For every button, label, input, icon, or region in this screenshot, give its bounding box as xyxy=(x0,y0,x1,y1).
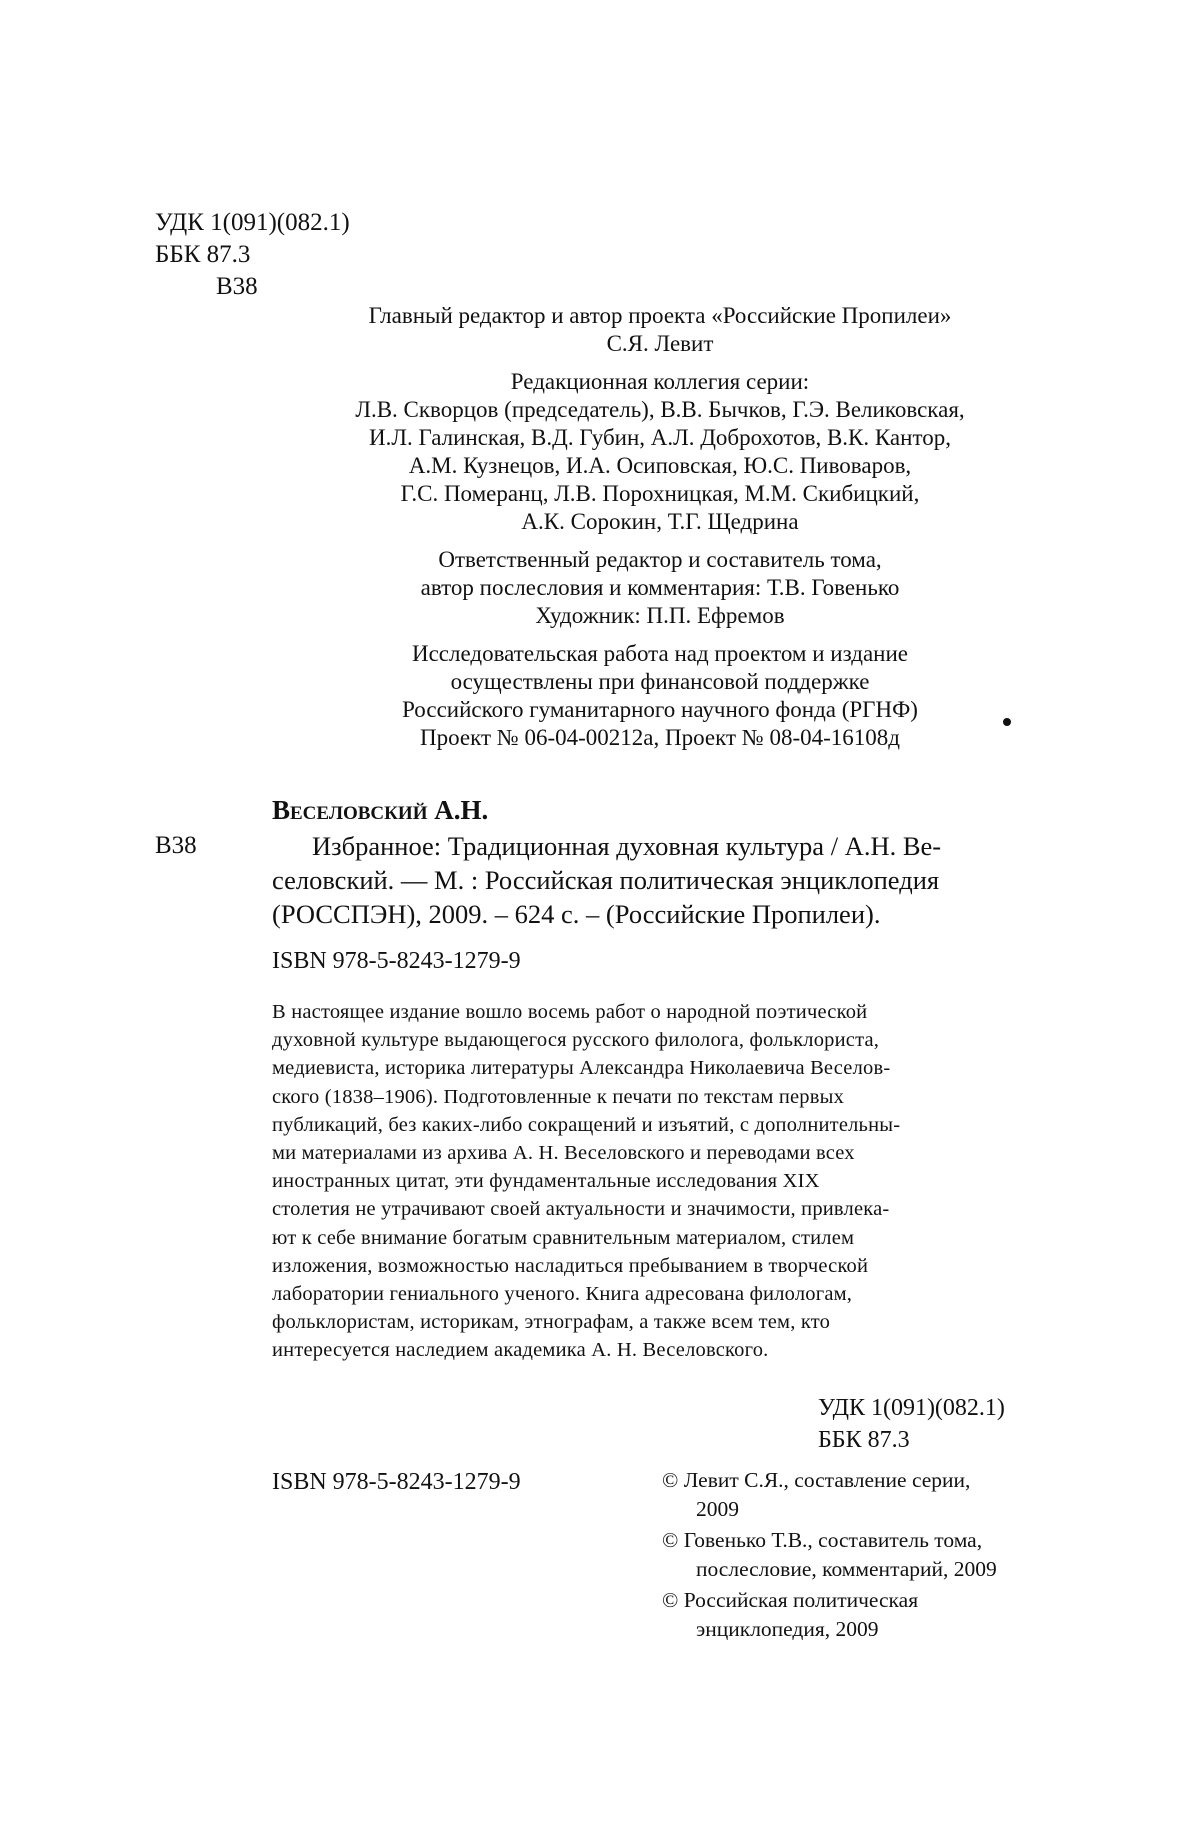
abstract-line: ского (1838–1906). Подготовленные к печати по текстам первых xyxy=(272,1085,845,1108)
biblio-line: (РОССПЭН), 2009. – 624 с. – (Российские Пропилеи). xyxy=(272,899,881,929)
bbk-code-bottom: ББК 87.3 xyxy=(818,1427,910,1453)
funding-line: Исследовательская работа над проектом и издание xyxy=(411,641,908,666)
abstract-line: В настоящее издание вошло восемь работ о народной поэтической xyxy=(272,1001,868,1023)
editor-line: Ответственный редактор и составитель тома, xyxy=(438,547,882,572)
artist-line: Художник: П.П. Ефремов xyxy=(535,603,785,628)
bbk-code: ББК 87.3 xyxy=(155,241,251,268)
biblio-line: Избранное: Традиционная духовная культура / А.Н. Ве- xyxy=(312,831,942,861)
chief-editor-label: Главный редактор и автор проекта «Российские Пропилеи» xyxy=(368,303,952,328)
udk-code: УДК 1(091)(082.1) xyxy=(155,209,350,236)
board-line: А.К. Сорокин, Т.Г. Щедрина xyxy=(521,509,799,534)
isbn-bottom: ISBN 978-5-8243-1279-9 xyxy=(272,1469,521,1495)
chief-editor-name: С.Я. Левит xyxy=(606,331,714,356)
copyright-line: 2009 xyxy=(696,1497,739,1521)
author-sign-code: В38 xyxy=(216,273,258,300)
editor-line: автор послесловия и комментария: Т.В. Говенько xyxy=(420,575,900,600)
abstract-line: медиевиста, историка литературы Александра Николаевича Веселов- xyxy=(272,1057,891,1080)
isbn-entry: ISBN 978-5-8243-1279-9 xyxy=(272,948,521,974)
abstract-line: фольклористам, историкам, этнографам, а также всем тем, кто xyxy=(272,1311,831,1334)
abstract-line: ют к себе внимание богатым сравнительным материалом, стилем xyxy=(272,1226,855,1249)
abstract-line: интересуется наследием академика А. Н. Веселовского. xyxy=(272,1339,769,1362)
abstract-paragraph xyxy=(272,998,1040,1365)
abstract-line: ми материалами из архива А. Н. Веселовского и переводами всех xyxy=(272,1142,855,1165)
credits-block xyxy=(280,302,1040,752)
board-line: Г.С. Померанц, Л.В. Порохницкая, М.М. Скибицкий, xyxy=(400,481,920,506)
copyright-item xyxy=(662,1586,1062,1644)
funding-line: Российского гуманитарного научного фонда (РГНФ) xyxy=(402,697,918,722)
board-line: А.М. Кузнецов, И.А. Осиповская, Ю.С. Пивоваров, xyxy=(408,453,912,478)
funding-line: осуществлены при финансовой поддержке xyxy=(450,669,870,694)
copyright-line: © Российская политическая xyxy=(662,1588,919,1612)
board-label: Редакционная коллегия серии: xyxy=(510,369,810,394)
abstract-line: духовной культуре выдающегося русского филолога, фольклориста, xyxy=(272,1029,880,1052)
bullet-mark xyxy=(1003,718,1011,726)
abstract-line: изложения, возможностью насладиться пребыванием в творческой xyxy=(272,1254,869,1277)
copyright-line: энциклопедия, 2009 xyxy=(696,1617,879,1641)
copyright-block xyxy=(662,1466,1062,1646)
board-line: И.Л. Галинская, В.Д. Губин, А.Л. Доброхотов, В.К. Кантор, xyxy=(369,425,951,450)
board-line: Л.В. Скворцов (председатель), В.В. Бычков, Г.Э. Великовская, xyxy=(355,397,965,422)
copyright-line: послесловие, комментарий, 2009 xyxy=(696,1557,997,1581)
copyright-line: © Левит С.Я., составление серии, xyxy=(662,1468,971,1492)
abstract-line: публикаций, без каких-либо сокращений и изъятий, с дополнительны- xyxy=(272,1113,901,1136)
abstract-line: лаборатории гениального ученого. Книга адресована филологам, xyxy=(272,1283,853,1306)
author-heading: Веселовский А.Н. xyxy=(272,795,489,825)
funding-line: Проект № 06-04-00212а, Проект № 08-04-16108д xyxy=(420,725,900,750)
copyright-item xyxy=(662,1526,1062,1584)
bibliographic-description xyxy=(272,829,1040,931)
copyright-item xyxy=(662,1466,1062,1524)
udk-code-bottom: УДК 1(091)(082.1) xyxy=(818,1395,1005,1421)
biblio-line: селовский. — М. : Российская политическая энциклопедия xyxy=(272,865,940,895)
abstract-line: иностранных цитат, эти фундаментальные исследования XIX xyxy=(272,1170,820,1193)
copyright-line: © Говенько Т.В., составитель тома, xyxy=(662,1528,983,1552)
entry-sign-code: В38 xyxy=(155,832,197,859)
abstract-line: столетия не утрачивают своей актуальности и значимости, привлека- xyxy=(272,1198,890,1221)
